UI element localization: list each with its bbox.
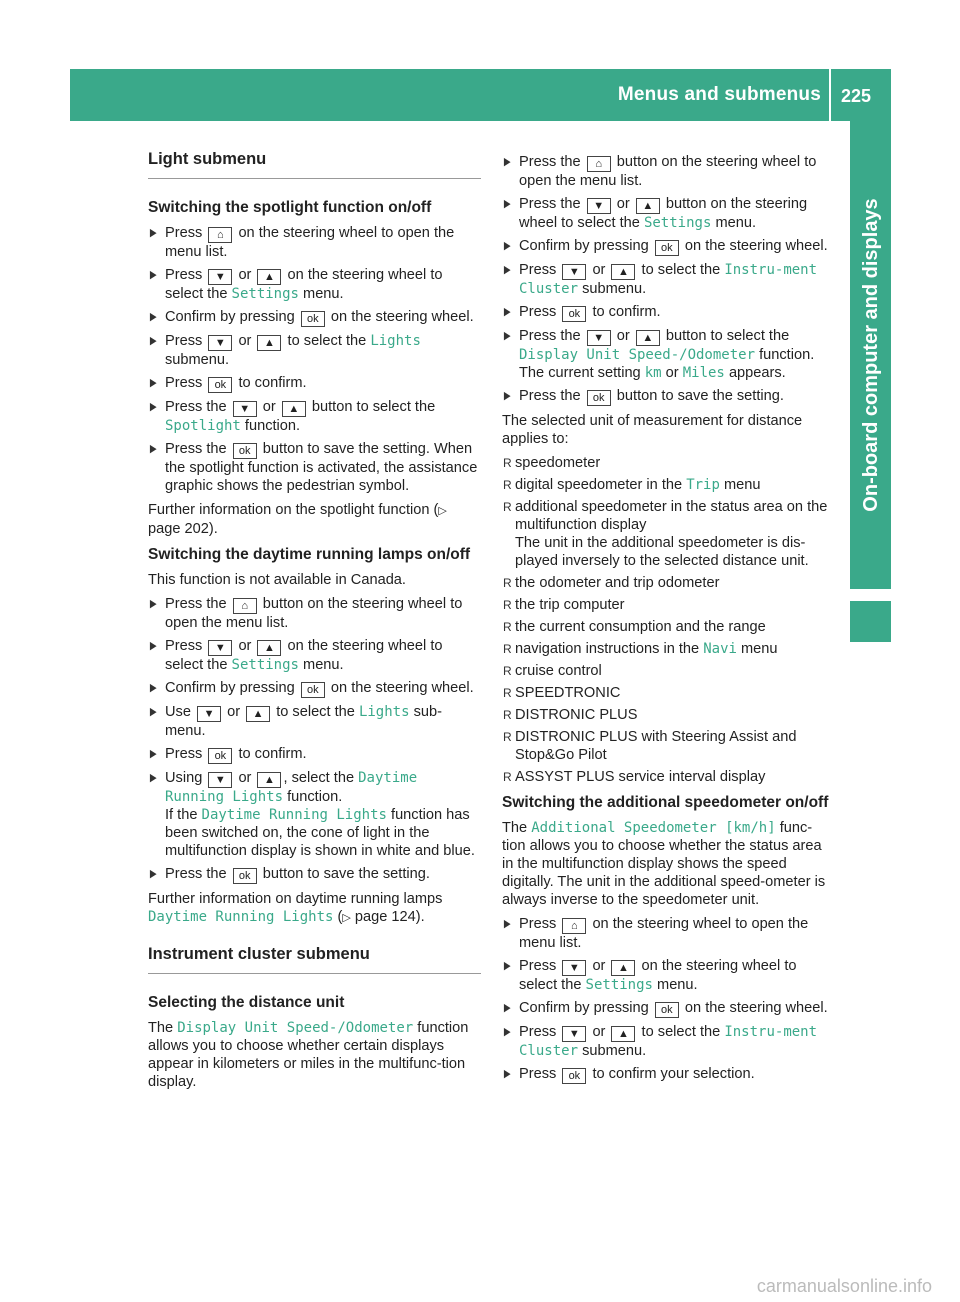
page-number: 225 [841,86,872,106]
down-arrow-icon: ▼ [562,264,586,280]
step: ▶ Press ok to confirm. [148,374,481,393]
header-bar [70,69,891,121]
step: ▶ Press ▼ or ▲ on the steering wheel to select the Settings menu. [148,266,481,303]
step: ▶ Press the ▼ or ▲ button to select the Display Unit Speed-/Odometer function. The current setting km or Miles appears. [502,327,835,382]
down-arrow-icon: ▼ [587,330,611,346]
ok-button-icon: ok [208,377,232,393]
home-icon: ⌂ [208,227,232,243]
distance-intro: The Display Unit Speed-/Odometer function allows you to choose whether certain displays appear in kilometers or miles in the multifunc-tion display. [148,1020,469,1090]
menu-ref: Instru‐ment Cluster [519,262,818,297]
page-ref-icon: ▷ [342,912,351,924]
menu-ref: Additional Speedometer [km/h] [531,820,776,836]
menu-ref: Display Unit Speed-/Odometer [519,347,756,363]
step: ▶ Press the ▼ or ▲ button on the steering wheel to select the Settings menu. [502,195,835,232]
menu-ref: Instru‐ment Cluster [519,1024,818,1059]
menu-ref: km [644,365,662,381]
header-divider [829,69,831,121]
step: ▶ Press ▼ or ▲ to select the Instru‐ment Cluster submenu. [502,261,835,298]
menu-ref: Daytime Running Lights [165,770,418,805]
down-arrow-icon: ▼ [562,960,586,976]
list-item: R DISTRONIC PLUS [502,706,835,724]
spotlight-steps [148,224,481,495]
up-arrow-icon: ▲ [282,401,306,417]
step: ▶ Press ⌂ on the steering wheel to open the menu list. [148,224,481,261]
ok-button-icon: ok [655,1002,679,1018]
list-item: R the odometer and trip odometer [502,574,835,592]
additional-steps [502,915,835,1084]
subsection-title-spotlight: Switching the spotlight function on/off [148,199,432,216]
up-arrow-icon: ▲ [611,264,635,280]
step: ▶ Press ok to confirm your selection. [502,1065,835,1084]
ok-button-icon: ok [562,306,586,322]
daytime-note: This function is not available in Canada. [148,572,406,588]
up-arrow-icon: ▲ [257,772,281,788]
home-icon: ⌂ [562,918,586,934]
step: ▶ Confirm by pressing ok on the steering wheel. [502,999,835,1018]
side-tab-marker [850,601,891,642]
list-item: R navigation instructions in the Navi menu [502,640,835,658]
ok-button-icon: ok [655,240,679,256]
step: ▶ Press the ⌂ button on the steering wheel to open the menu list. [502,153,835,190]
spotlight-more-info: Further information on the spotlight function (▷ page 202). [148,502,447,537]
menu-ref: Navi [703,641,737,657]
distance-steps [502,153,835,406]
ok-button-icon: ok [587,390,611,406]
home-icon: ⌂ [587,156,611,172]
up-arrow-icon: ▲ [257,269,281,285]
daytime-more-info: Further information on daytime running lamps Daytime Running Lights (▷ page 124). [148,891,443,925]
down-arrow-icon: ▼ [562,1026,586,1042]
side-tab [850,121,891,589]
right-column [502,153,835,1090]
page-ref-icon: ▷ [438,505,447,517]
up-arrow-icon: ▲ [611,960,635,976]
header-title: Menus and submenus [617,84,821,105]
down-arrow-icon: ▼ [233,401,257,417]
menu-ref: Daytime Running Lights [148,909,334,925]
ok-button-icon: ok [208,748,232,764]
ok-button-icon: ok [301,311,325,327]
ok-button-icon: ok [301,682,325,698]
up-arrow-icon: ▲ [636,330,660,346]
step: ▶ Press ok to confirm. [502,303,835,322]
step: ▶ Press the ok button to save the setting. [502,387,835,406]
menu-ref: Lights [358,704,410,720]
step: ▶ Press the ok button to save the setting. [148,865,481,884]
subsection-title-additional: Switching the additional speedometer on/off [502,794,829,811]
up-arrow-icon: ▲ [636,198,660,214]
step: ▶ Confirm by pressing ok on the steering wheel. [502,237,835,256]
step: ▶ Confirm by pressing ok on the steering wheel. [148,679,481,698]
up-arrow-icon: ▲ [611,1026,635,1042]
subsection-title-daytime: Switching the daytime running lamps on/off [148,546,471,563]
watermark: carmanualsonline.info [756,1276,932,1296]
section-title-light: Light submenu [148,150,481,179]
step: ▶ Confirm by pressing ok on the steering wheel. [148,308,481,327]
down-arrow-icon: ▼ [208,335,232,351]
daytime-steps [148,595,481,884]
menu-ref: Spotlight [165,418,241,434]
additional-intro: The Additional Speedometer [km/h] func-tion allows you to choose whether the status area in the multifunction display shows the speed digitally. The unit in the additional speed-ometer is always inverse to the speedometer unit. [502,820,826,908]
section-title-instrument: Instrument cluster submenu [148,945,481,974]
up-arrow-icon: ▲ [257,335,281,351]
menu-ref: Settings [643,215,712,231]
step: ▶ Press ⌂ on the steering wheel to open the menu list. [502,915,835,952]
ok-button-icon: ok [233,443,257,459]
step: ▶ Press ▼ or ▲ on the steering wheel to select the Settings menu. [148,637,481,674]
side-tab-label: On-board computer and displays [859,198,882,512]
list-item: R additional speedometer in the status area on the multifunction display The unit in the additional speedometer is dis-played inversely to the selected distance unit. [502,498,835,570]
up-arrow-icon: ▲ [246,706,270,722]
down-arrow-icon: ▼ [208,640,232,656]
list-item: R the trip computer [502,596,835,614]
left-column [148,150,481,1097]
list-item: R SPEEDTRONIC [502,684,835,702]
list-item: R the current consumption and the range [502,618,835,636]
step: ▶ Use ▼ or ▲ to select the Lights sub-menu. [148,703,481,740]
menu-ref: Lights [370,333,421,349]
menu-ref: Settings [585,977,653,993]
menu-ref: Settings [231,286,299,302]
down-arrow-icon: ▼ [208,269,232,285]
subsection-title-distance: Selecting the distance unit [148,994,345,1011]
up-arrow-icon: ▲ [257,640,281,656]
menu-ref: Daytime Running Lights [201,807,387,823]
menu-ref: Display Unit Speed-/Odometer [177,1020,414,1036]
list-item: R DISTRONIC PLUS with Steering Assist and Stop&Go Pilot [502,728,835,764]
down-arrow-icon: ▼ [197,706,221,722]
list-item: R speedometer [502,454,835,472]
step: ▶ Press the ok button to save the setting. When the spotlight function is activated, the assistance graphic shows the pedestrian symbol. [148,440,481,495]
menu-ref: Miles [682,365,725,381]
step: ▶ Using ▼ or ▲ , select the Daytime Running Lights function. If the Daytime Running Lights function has been switched on, the cone of light in the multifunction display is shown in white and blue. [148,769,481,860]
step: ▶ Press ▼ or ▲ to select the Lights submenu. [148,332,481,369]
list-item: R cruise control [502,662,835,680]
step: ▶ Press ▼ or ▲ on the steering wheel to select the Settings menu. [502,957,835,994]
step: ▶ Press the ▼ or ▲ button to select the Spotlight function. [148,398,481,435]
step: ▶ Press ▼ or ▲ to select the Instru‐ment Cluster submenu. [502,1023,835,1060]
down-arrow-icon: ▼ [208,772,232,788]
down-arrow-icon: ▼ [587,198,611,214]
applies-list [502,454,835,786]
list-item: R ASSYST PLUS service interval display [502,768,835,786]
ok-button-icon: ok [562,1068,586,1084]
menu-ref: Settings [231,657,299,673]
home-icon: ⌂ [233,598,257,614]
applies-to: The selected unit of measurement for distance applies to: [502,413,803,447]
step: ▶ Press ok to confirm. [148,745,481,764]
step: ▶ Press the ⌂ button on the steering wheel to open the menu list. [148,595,481,632]
menu-ref: Trip [686,477,720,493]
ok-button-icon: ok [233,868,257,884]
list-item: R digital speedometer in the Trip menu [502,476,835,494]
